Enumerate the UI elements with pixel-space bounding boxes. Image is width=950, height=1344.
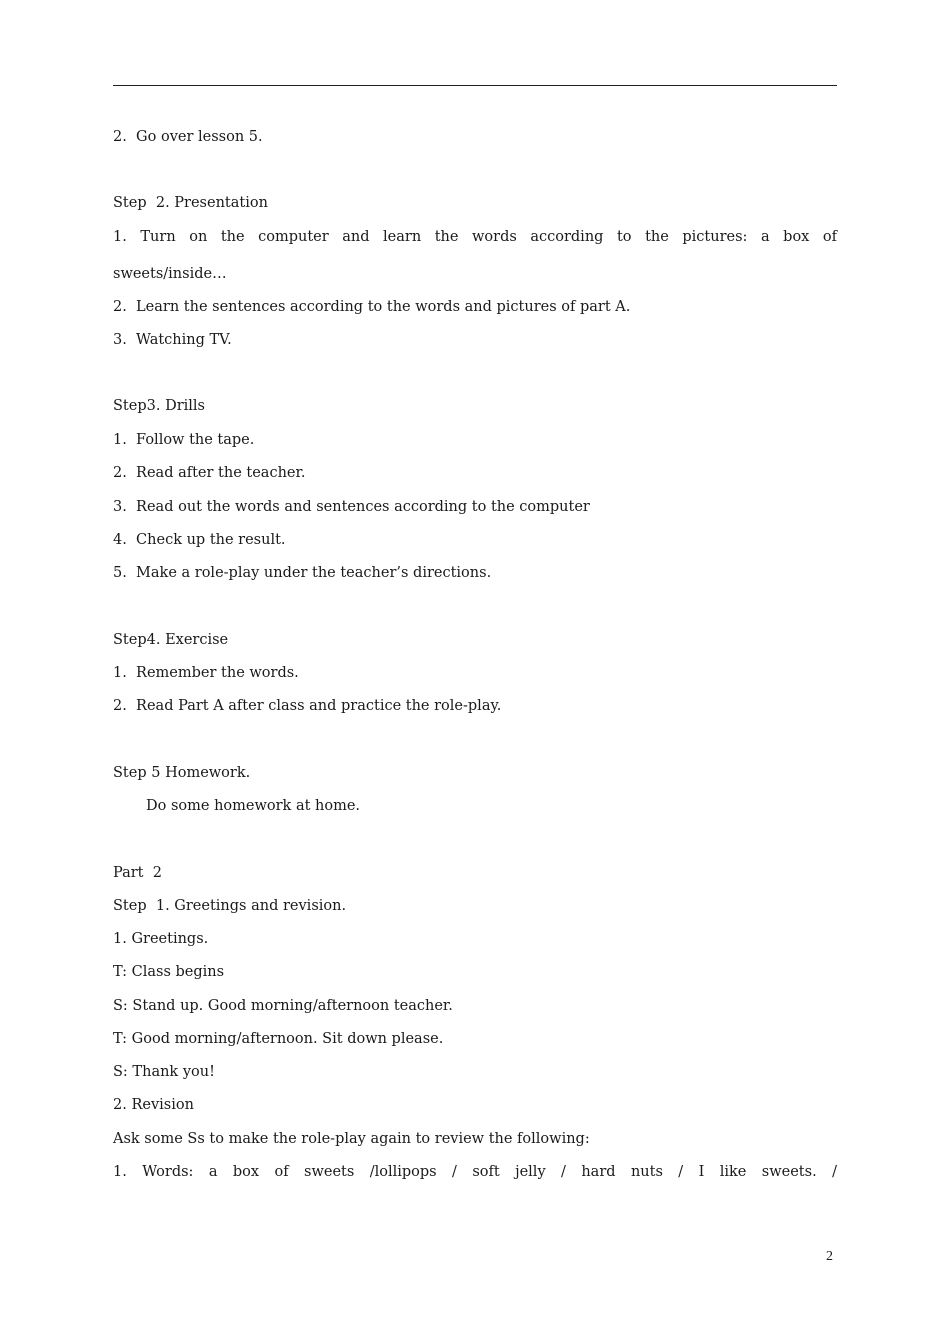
text-line: S: Stand up. Good morning/afternoon teacher. xyxy=(113,998,453,1014)
text-line: sweets/inside… xyxy=(113,266,227,282)
text-line: 2. Read after the teacher. xyxy=(113,465,306,481)
section-heading: Part 2 xyxy=(113,865,162,881)
text-line: 1. Follow the tape. xyxy=(113,432,255,448)
page-number: 2 xyxy=(826,1249,833,1264)
text-line: 3. Read out the words and sentences according to the computer xyxy=(113,499,590,515)
section-heading: Step 2. Presentation xyxy=(113,195,268,211)
text-line: 1. Turn on the computer and learn the words according to the pictures: a box of xyxy=(113,229,837,245)
text-line: T: Class begins xyxy=(113,964,225,980)
text-line: 2. Read Part A after class and practice the role-play. xyxy=(113,698,502,714)
text-line: Ask some Ss to make the role-play again to review the following: xyxy=(113,1131,590,1147)
section-heading: Step 1. Greetings and revision. xyxy=(113,898,347,914)
text-line: 2. Learn the sentences according to the words and pictures of part A. xyxy=(113,299,631,315)
section-heading: Step4. Exercise xyxy=(113,632,229,648)
text-line: 2. Revision xyxy=(113,1097,194,1113)
section-heading: Step 5 Homework. xyxy=(113,765,251,781)
text-line: T: Good morning/afternoon. Sit down please. xyxy=(113,1031,444,1047)
text-line: 1. Greetings. xyxy=(113,931,209,947)
text-line: 5. Make a role-play under the teacher’s directions. xyxy=(113,565,492,581)
text-line: 2. Go over lesson 5. xyxy=(113,129,263,145)
header-rule xyxy=(113,85,837,86)
text-line: 1. Words: a box of sweets /lollipops / soft jelly / hard nuts / I like sweets. / xyxy=(113,1164,837,1180)
text-line: S: Thank you! xyxy=(113,1064,215,1080)
text-line: 4. Check up the result. xyxy=(113,532,286,548)
text-line: 3. Watching TV. xyxy=(113,332,232,348)
text-line: 1. Remember the words. xyxy=(113,665,299,681)
text-line: Do some homework at home. xyxy=(146,798,361,814)
section-heading: Step3. Drills xyxy=(113,398,205,414)
